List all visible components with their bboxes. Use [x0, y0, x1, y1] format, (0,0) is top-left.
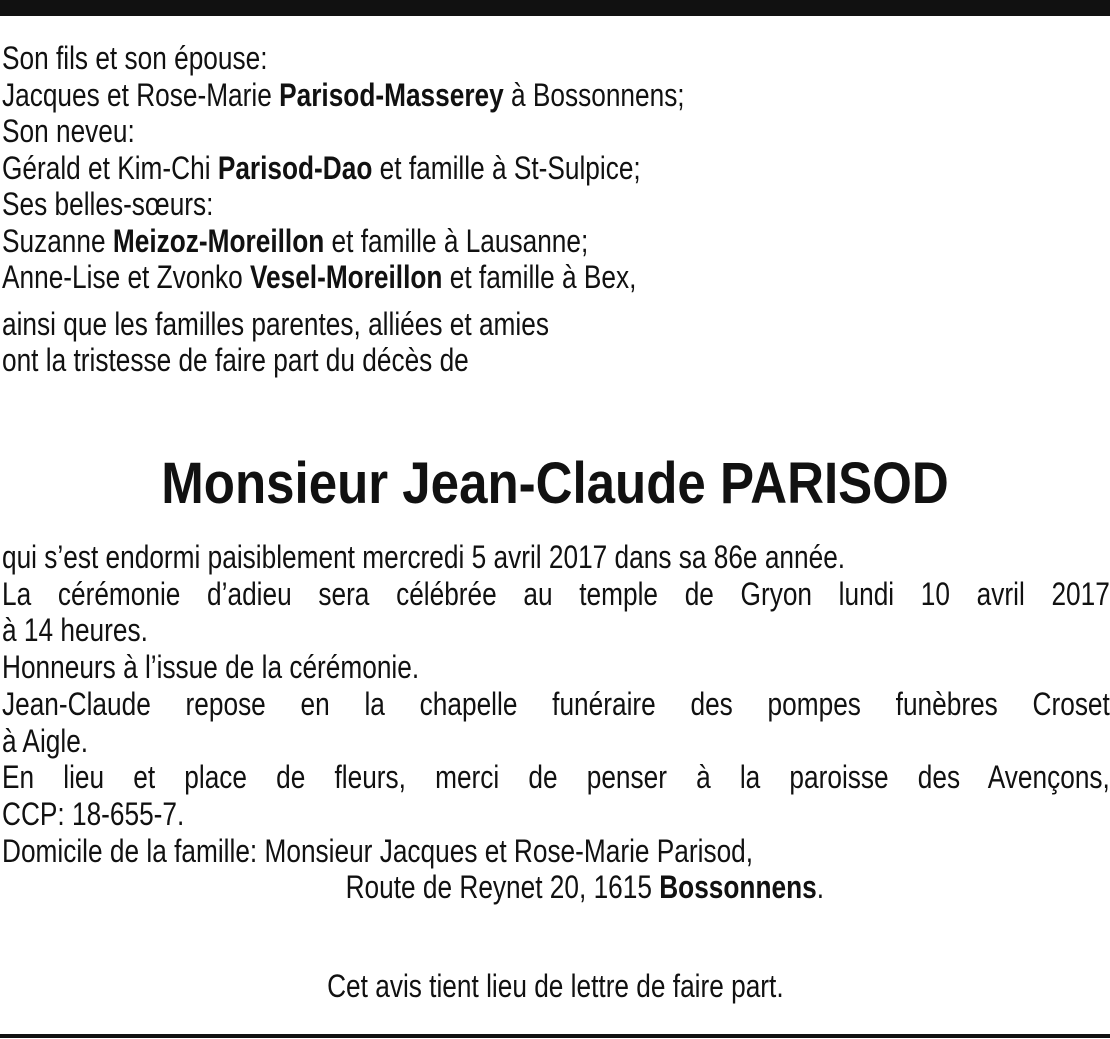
family-domicile: Domicile de la famille: Monsieur Jacques et Rose-Marie Parisod, [2, 832, 754, 869]
detail-line: La cérémonie d’adieu sera célébrée au temple de Gryon lundi 10 avril 2017 [2, 575, 1110, 612]
family-line-son: Jacques et Rose-Marie Parisod-Masserey à Bossonnens; [2, 76, 685, 113]
bottom-rule [0, 1034, 1110, 1038]
family-address: Route de Reynet 20, 1615 Bossonnens. [345, 869, 824, 906]
closing-note [0, 966, 1110, 1006]
family-announcement [2, 40, 911, 379]
deceased-name: Monsieur Jean-Claude PARISOD [161, 451, 949, 516]
detail-line: Jean-Claude repose en la chapelle funéraire des pompes funèbres Croset [2, 685, 1110, 722]
family-line-sister-in-law-2: Anne-Lise et Zvonko Vesel-Moreillon et famille à Bex, [2, 259, 637, 295]
announcement-line: ont la tristesse de faire part du décès de [2, 342, 469, 378]
family-name-bold: Parisod-Masserey [279, 76, 504, 113]
closing-text: Cet avis tient lieu de lettre de faire part. [326, 968, 784, 1004]
family-name-bold: Parisod-Dao [217, 149, 373, 186]
family-name-bold: Vesel-Moreillon [249, 259, 443, 295]
extended-family-line: ainsi que les familles parentes, alliées et amies [2, 305, 549, 342]
detail-line: à Aigle. [2, 722, 89, 759]
detail-line: qui s’est endormi paisiblement mercredi 5 avril 2017 dans sa 86e année. [2, 539, 846, 575]
relation-heading-sisters-in-law: Ses belles-sœurs: [2, 186, 214, 222]
detail-line: CCP: 18-655-7. [2, 795, 185, 832]
address-town-bold: Bossonnens [659, 869, 817, 906]
family-name-bold: Meizoz-Moreillon [112, 222, 325, 259]
family-line-nephew: Gérald et Kim-Chi Parisod-Dao et famille à St-Sulpice; [2, 149, 641, 186]
top-rule [0, 0, 1110, 16]
detail-line: Honneurs à l’issue de la cérémonie. [2, 649, 420, 686]
ceremony-details [2, 539, 1110, 906]
detail-line: En lieu et place de fleurs, merci de penser à la paroisse des Avençons, [2, 759, 1110, 796]
family-line-sister-in-law-1: Suzanne Meizoz-Moreillon et famille à Lausanne; [2, 222, 589, 259]
detail-line: à 14 heures. [2, 612, 148, 649]
relation-heading-nephew: Son neveu: [2, 113, 135, 149]
relation-heading-son: Son fils et son épouse: [2, 40, 268, 76]
